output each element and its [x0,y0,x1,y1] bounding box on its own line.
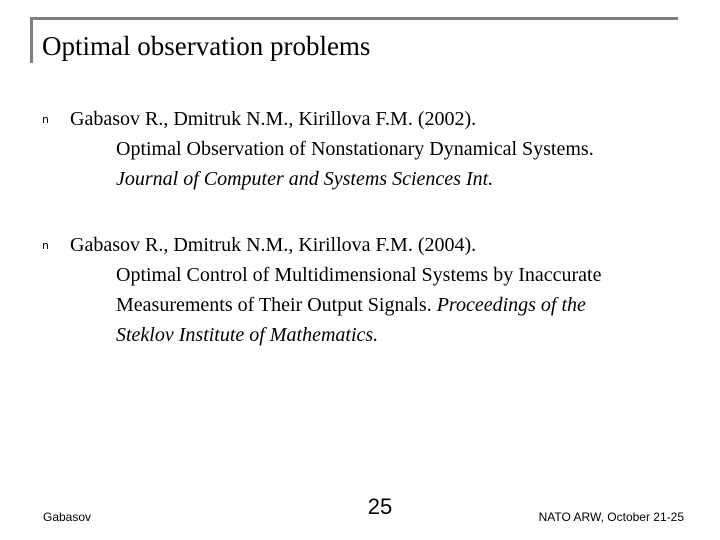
footer-event: NATO ARW, October 21-25 [538,510,684,524]
reference-title: Optimal Observation of Nonstationary Dynamical Systems. [116,138,594,160]
page-number: 25 [367,494,393,519]
reference-journal: Proceedings of the [436,294,586,316]
reference-title-end: Measurements of Their Output Signals. [116,294,432,316]
reference-authors: Gabasov R., Dmitruk N.M., Kirillova F.M. (2004). [70,234,477,256]
reference-journal-continued: Steklov Institute of Mathematics. [116,324,379,346]
reference-title-continued [70,290,710,320]
slide-title: Optimal observation problems [42,31,371,61]
reference-item-1 [70,104,710,194]
reference-authors: Gabasov R., Dmitruk N.M., Kirillova F.M. (2002). [70,108,477,130]
footer-author: Gabasov [43,510,92,524]
bullet-icon: n [42,239,49,252]
bullet-icon: n [42,113,49,126]
reference-journal: Journal of Computer and Systems Sciences Int. [116,168,494,190]
reference-title: Optimal Control of Multidimensional Systems by Inaccurate [116,264,602,286]
reference-item-2 [70,230,710,350]
